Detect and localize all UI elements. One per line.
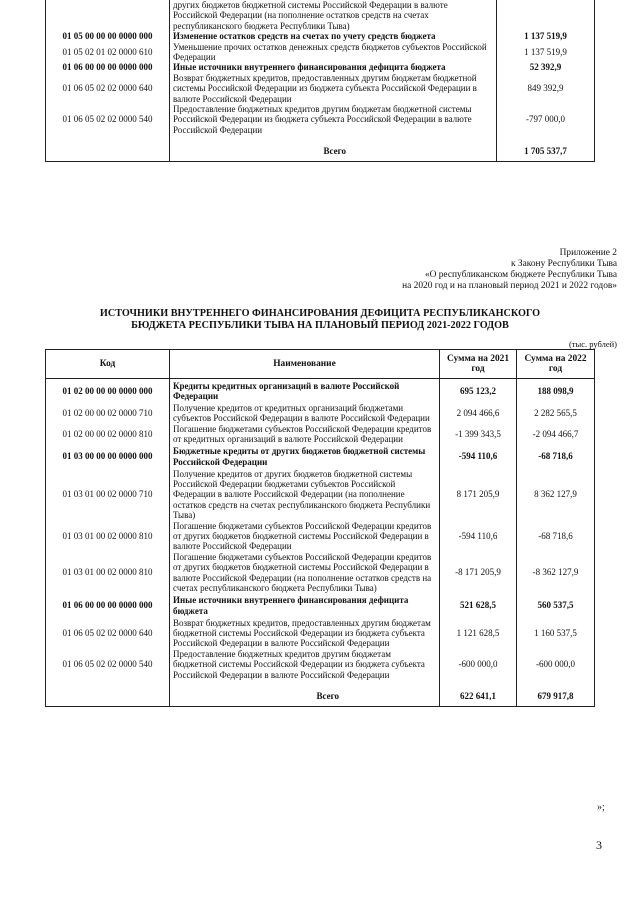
total-row xyxy=(46,141,595,162)
continuation-table xyxy=(45,0,595,162)
total-value: 1 705 537,7 xyxy=(497,141,595,162)
table-row xyxy=(46,104,595,135)
row-name: Возврат бюджетных кредитов, предоставленных другим бюджетам бюджетной системы Российской Федерации из бюджета субъекта Российской Федерации в валюте Российской Федерации xyxy=(170,73,497,104)
row-amount: 1 137 519,9 xyxy=(497,42,595,63)
row-name: Погашение бюджетами субъектов Российской Федерации кредитов от других бюджетов бюджетной системы Российской Федерации в валюте Российской Федерации (на пополнение остатков средств на счетах республиканского бюджета Республики Тыва) xyxy=(170,552,440,594)
table-row xyxy=(46,618,595,649)
row-code: 01 06 05 02 02 0000 640 xyxy=(46,618,170,649)
total-label: Всего xyxy=(170,141,497,162)
appendix-line: «О республиканском бюджете Республики Тыва xyxy=(424,270,617,280)
row-2022: -68 718,6 xyxy=(517,445,595,469)
header-code: Код xyxy=(46,350,170,379)
row-name: Изменение остатков средств на счетах по учету средств бюджета xyxy=(170,31,497,41)
row-amount xyxy=(497,0,595,31)
row-name: Предоставление бюджетных кредитов другим бюджетам бюджетной системы Российской Федерации из бюджета субъекта Российской Федерации в валюте Российской Федерации xyxy=(170,104,497,135)
row-code: 01 03 01 00 02 0000 710 xyxy=(46,469,170,521)
row-code: 01 03 00 00 00 0000 000 xyxy=(46,445,170,469)
row-2022: 560 537,5 xyxy=(517,594,595,618)
row-2021: -594 110,6 xyxy=(440,521,517,552)
row-code: 01 06 05 02 02 0000 540 xyxy=(46,649,170,680)
row-2021: -1 399 343,5 xyxy=(440,424,517,445)
header-sum-2021: Сумма на 2021 год xyxy=(440,350,517,379)
row-name: Уменьшение прочих остатков денежных средств бюджетов субъектов Российской Федерации xyxy=(170,42,497,63)
table-row xyxy=(46,445,595,469)
row-code: 01 05 00 00 00 0000 000 xyxy=(46,31,170,41)
row-name: Погашение бюджетами субъектов Российской Федерации кредитов от кредитных организаций в валюте Российской Федерации xyxy=(170,424,440,445)
total-row xyxy=(46,686,595,707)
row-name: Получение кредитов от других бюджетов бюджетной системы Российской Федерации бюджетами субъектов Российской Федерации в валюте Российской Федерации (на пополнение остатков средств на счетах республиканского бюджета Республики Тыва) xyxy=(170,469,440,521)
total-2022: 679 917,8 xyxy=(517,686,595,707)
row-name: Получение кредитов от кредитных организаций бюджетами субъектов Российской Федерации в валюте Российской Федерации xyxy=(170,403,440,424)
table-row xyxy=(46,649,595,680)
table-row xyxy=(46,594,595,618)
header-name: Наименование xyxy=(170,350,440,379)
appendix-line: Приложение 2 xyxy=(559,248,617,258)
row-code: 01 06 00 00 00 0000 000 xyxy=(46,62,170,72)
table-row xyxy=(46,403,595,424)
row-2021: 8 171 205,9 xyxy=(440,469,517,521)
total-2021: 622 641,1 xyxy=(440,686,517,707)
title-line: ИСТОЧНИКИ ВНУТРЕННЕГО ФИНАНСИРОВАНИЯ ДЕФИЦИТА РЕСПУБЛИКАНСКОГО xyxy=(99,308,541,319)
table-row xyxy=(46,0,595,31)
row-2022: -2 094 466,7 xyxy=(517,424,595,445)
document-title xyxy=(40,308,600,332)
row-2021: 521 628,5 xyxy=(440,594,517,618)
row-2022: -8 362 127,9 xyxy=(517,552,595,594)
row-name: других бюджетов бюджетной системы Российской Федерации в валюте Российской Федерации (на пополнение остатков средств на счетах республиканского бюджета Республики Тыва) xyxy=(170,0,497,31)
row-code: 01 02 00 00 02 0000 810 xyxy=(46,424,170,445)
row-2022: 1 160 537,5 xyxy=(517,618,595,649)
row-2021: -600 000,0 xyxy=(440,649,517,680)
row-2022: -68 718,6 xyxy=(517,521,595,552)
table-row xyxy=(46,62,595,72)
row-name: Иные источники внутреннего финансирования дефицита бюджета xyxy=(170,62,497,72)
table-row xyxy=(46,42,595,63)
table-row xyxy=(46,31,595,41)
closing-quote-mark: »; xyxy=(597,802,605,813)
appendix-line: к Закону Республики Тыва xyxy=(511,259,617,269)
total-code-cell xyxy=(46,141,170,162)
row-amount: 849 392,9 xyxy=(497,73,595,104)
row-2021: -594 110,6 xyxy=(440,445,517,469)
row-name: Погашение бюджетами субъектов Российской Федерации кредитов от других бюджетов бюджетной системы Российской Федерации в валюте Российской Федерации xyxy=(170,521,440,552)
table-row xyxy=(46,469,595,521)
row-code: 01 06 00 00 00 0000 000 xyxy=(46,594,170,618)
row-code: 01 05 02 01 02 0000 610 xyxy=(46,42,170,63)
table-row xyxy=(46,379,595,404)
row-amount: 52 392,9 xyxy=(497,62,595,72)
row-2022: 188 098,9 xyxy=(517,379,595,404)
row-code: 01 02 00 00 00 0000 000 xyxy=(46,379,170,404)
table-row xyxy=(46,521,595,552)
header-sum-2022: Сумма на 2022 год xyxy=(517,350,595,379)
title-line: БЮДЖЕТА РЕСПУБЛИКИ ТЫВА НА ПЛАНОВЫЙ ПЕРИОД 2021-2022 ГОДОВ xyxy=(131,320,509,331)
row-2021: 695 123,2 xyxy=(440,379,517,404)
row-name: Бюджетные кредиты от других бюджетов бюджетной системы Российской Федерации xyxy=(170,445,440,469)
row-2022: -600 000,0 xyxy=(517,649,595,680)
table-row xyxy=(46,424,595,445)
row-code: 01 03 01 00 02 0000 810 xyxy=(46,552,170,594)
row-amount: 1 137 519,9 xyxy=(497,31,595,41)
row-2021: 1 121 628,5 xyxy=(440,618,517,649)
row-name: Кредиты кредитных организаций в валюте Российской Федерации xyxy=(170,379,440,404)
total-label: Всего xyxy=(170,686,440,707)
financing-sources-table xyxy=(45,349,595,707)
total-code-cell xyxy=(46,686,170,707)
row-name: Иные источники внутреннего финансирования дефицита бюджета xyxy=(170,594,440,618)
appendix-line: на 2020 год и на плановый период 2021 и 2022 годов» xyxy=(402,281,617,291)
units-label: (тыс. рублей) xyxy=(568,339,617,349)
row-2022: 8 362 127,9 xyxy=(517,469,595,521)
row-code: 01 02 00 00 02 0000 710 xyxy=(46,403,170,424)
page-number: 3 xyxy=(596,838,602,852)
row-2021: -8 171 205,9 xyxy=(440,552,517,594)
table-row xyxy=(46,552,595,594)
appendix-header xyxy=(402,248,617,292)
row-name: Возврат бюджетных кредитов, предоставленных другим бюджетам бюджетной системы Российской Федерации из бюджета субъекта Российской Федерации в валюте Российской Федерации xyxy=(170,618,440,649)
row-2022: 2 282 565,5 xyxy=(517,403,595,424)
row-code: 01 06 05 02 02 0000 540 xyxy=(46,104,170,135)
table-row xyxy=(46,73,595,104)
row-code xyxy=(46,0,170,31)
table-header-row xyxy=(46,350,595,379)
row-code: 01 06 05 02 02 0000 640 xyxy=(46,73,170,104)
row-name: Предоставление бюджетных кредитов другим бюджетам бюджетной системы Российской Федерации из бюджета субъекта Российской Федерации в валюте Российской Федерации xyxy=(170,649,440,680)
row-code: 01 03 01 00 02 0000 810 xyxy=(46,521,170,552)
row-2021: 2 094 466,6 xyxy=(440,403,517,424)
row-amount: -797 000,0 xyxy=(497,104,595,135)
